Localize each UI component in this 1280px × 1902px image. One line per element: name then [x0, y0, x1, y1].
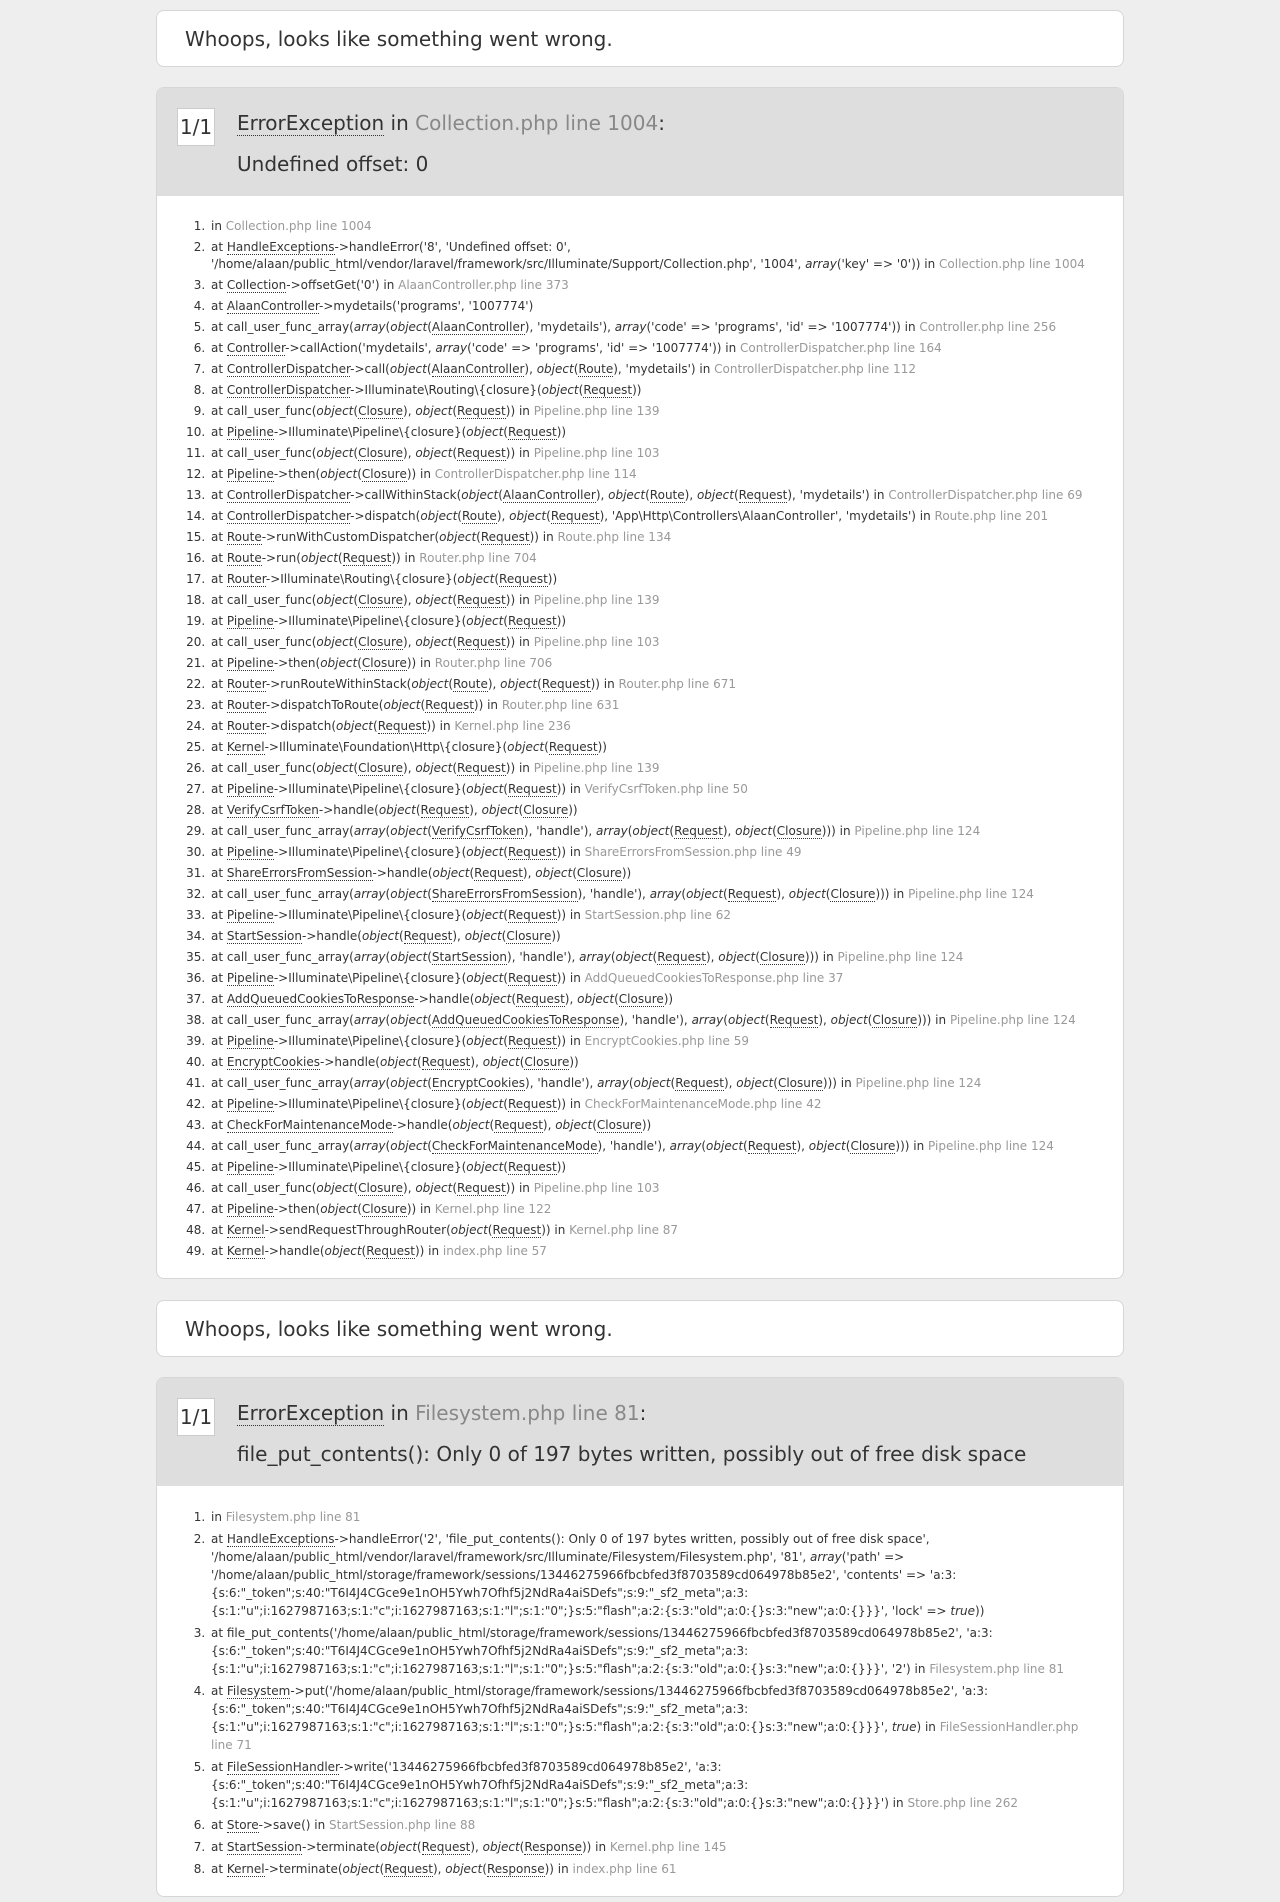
- class-name-abbr: Pipeline: [226, 656, 274, 670]
- class-name-abbr: Closure: [361, 656, 407, 670]
- stack-frame: 17. at Router->Illuminate\Routing\{closure}(object(Request)): [209, 569, 1099, 590]
- stack-frame: 7. at ControllerDispatcher->call(object(AlaanController), object(Route), 'mydetails') in ControllerDispatcher.php line 112: [209, 359, 1099, 380]
- class-name-abbr: Pipeline: [226, 782, 274, 796]
- class-name-abbr: CheckForMaintenanceMode: [226, 1118, 393, 1132]
- class-name-abbr: Closure: [358, 446, 404, 460]
- stack-frame: 31. at ShareErrorsFromSession->handle(object(Request), object(Closure)): [209, 863, 1099, 884]
- stack-frame: 45. at Pipeline->Illuminate\Pipeline\{closure}(object(Request)): [209, 1157, 1099, 1178]
- class-name-abbr: Route: [453, 677, 488, 691]
- class-name-abbr: Request: [507, 908, 557, 922]
- class-name-abbr: EncryptCookies: [431, 1076, 526, 1090]
- stack-trace-list: [181, 216, 1099, 1262]
- class-name-abbr: Closure: [506, 929, 552, 943]
- class-name-abbr: Request: [403, 929, 453, 943]
- title-colon: :: [658, 111, 665, 135]
- class-name-abbr: Response: [486, 1862, 545, 1876]
- class-name-abbr: Closure: [872, 1013, 918, 1027]
- class-name-abbr: Closure: [358, 593, 404, 607]
- stack-frame: 2. at HandleExceptions->handleError('2', 'file_put_contents(): Only 0 of 197 bytes written, possibly out of free disk space', '/home/alaan/public_html/vendor/laravel/framework/src/Illuminate/Filesystem/Filesystem.php', '81', array('path' => '/home/alaan/public_html/storage/framework/sessions/13446275966fbcbfed3f8703589cd064978b85e2', 'contents' => 'a:3: {s:6:"_token";s:40:"T6I4J4CGce9e1nOH5Ywh7Ofhf5j2NdRa4aiSDefs";s:9:"_sf2_meta";a:3: {s:1:"u";i:1627987163;s:1:"c";i:1627987163;s:1:"l";s:1:"0";}s:5:"flash";a:2:{s:3:"old";a:0:{}s:3:"new";a:0:{}}}', 'lock' => true)): [209, 1528, 1099, 1622]
- stack-frame: 28. at VerifyCsrfToken->handle(object(Request), object(Closure)): [209, 800, 1099, 821]
- class-name-abbr: Closure: [358, 761, 404, 775]
- class-name-abbr: Pipeline: [226, 1160, 274, 1174]
- stack-frame: 4. at AlaanController->mydetails('programs', '1007774'): [209, 296, 1099, 317]
- frame-location: CheckForMaintenanceMode.php line 42: [584, 1097, 822, 1111]
- stack-frame: 29. at call_user_func_array(array(object(VerifyCsrfToken), 'handle'), array(object(Request), object(Closure))) in Pipeline.php line 124: [209, 821, 1099, 842]
- frame-location: Pipeline.php line 124: [854, 824, 981, 838]
- class-name-abbr: Request: [507, 425, 557, 439]
- class-name-abbr: Request: [492, 1223, 542, 1237]
- class-name-abbr: StartSession: [431, 950, 508, 964]
- stack-frame: 14. at ControllerDispatcher->dispatch(object(Route), object(Request), 'App\Http\Controllers\AlaanController', 'mydetails') in Route.php line 201: [209, 506, 1099, 527]
- class-name-abbr: Closure: [524, 1055, 570, 1069]
- class-name-abbr: ControllerDispatcher: [226, 509, 351, 523]
- class-name-abbr: Request: [494, 1118, 543, 1132]
- class-name-abbr: Pipeline: [226, 1034, 274, 1048]
- class-name-abbr: Closure: [776, 824, 822, 838]
- class-name-abbr: Pipeline: [226, 467, 274, 481]
- stack-frame: 27. at Pipeline->Illuminate\Pipeline\{closure}(object(Request)) in VerifyCsrfToken.php line 50: [209, 779, 1099, 800]
- class-name-abbr: Closure: [523, 803, 569, 817]
- page-wrapper: [156, 0, 1124, 1897]
- class-name-abbr: Closure: [358, 404, 404, 418]
- exception-panel: [156, 1377, 1124, 1897]
- stack-frame: 8. at Kernel->terminate(object(Request), object(Response)) in index.php line 61: [209, 1858, 1099, 1880]
- in-word: in: [390, 1401, 409, 1425]
- class-name-abbr: Collection: [226, 278, 287, 292]
- exception-title: [237, 1398, 1123, 1428]
- class-name-abbr: AlaanController: [431, 320, 525, 334]
- class-name-abbr: FileSessionHandler: [226, 1760, 340, 1774]
- class-name-abbr: Closure: [361, 467, 407, 481]
- stack-frame: 3. at file_put_contents('/home/alaan/public_html/storage/framework/sessions/13446275966fbcbfed3f8703589cd064978b85e2', 'a:3: {s:6:"_token";s:40:"T6I4J4CGce9e1nOH5Ywh7Ofhf5j2NdRa4aiSDefs";s:9:"_sf2_meta";a:3: {s:1:"u";i:1627987163;s:1:"c";i:1627987163;s:1:"l";s:1:"0";}s:5:"flash";a:2:{s:3:"old";a:0:{}s:3:"new";a:0:{}}}', '2') in Filesystem.php line 81: [209, 1622, 1099, 1680]
- frame-location: Collection.php line 1004: [939, 257, 1085, 271]
- class-name-abbr: Request: [366, 1244, 415, 1258]
- class-name-abbr: Closure: [596, 1118, 642, 1132]
- stack-frame: 11. at call_user_func(object(Closure), object(Request)) in Pipeline.php line 103: [209, 443, 1099, 464]
- stack-frame: 5. at call_user_func_array(array(object(AlaanController), 'mydetails'), array('code' => 'programs', 'id' => '1007774')) in Controller.php line 256: [209, 317, 1099, 338]
- class-name-abbr: ControllerDispatcher: [226, 383, 351, 397]
- class-name-abbr: AddQueuedCookiesToResponse: [431, 1013, 620, 1027]
- exception-header: [157, 1378, 1123, 1486]
- frame-location: VerifyCsrfToken.php line 50: [584, 782, 748, 796]
- class-name-abbr: VerifyCsrfToken: [226, 803, 319, 817]
- class-name-abbr: Request: [342, 551, 392, 565]
- class-name-abbr: Request: [674, 824, 723, 838]
- frame-location: EncryptCookies.php line 59: [584, 1034, 749, 1048]
- frame-location: Pipeline.php line 124: [928, 1139, 1054, 1153]
- class-name-abbr: AlaanController: [226, 299, 319, 313]
- class-name-abbr: Closure: [361, 1202, 407, 1216]
- stack-frame: 40. at EncryptCookies->handle(object(Request), object(Closure)): [209, 1052, 1099, 1073]
- class-name-abbr: Pipeline: [226, 845, 274, 859]
- exception-location: Collection.php line 1004: [415, 111, 659, 135]
- class-name-abbr: Request: [507, 1160, 557, 1174]
- frame-location: Pipeline.php line 139: [533, 404, 660, 418]
- class-name-abbr: Request: [457, 446, 506, 460]
- frame-location: StartSession.php line 88: [329, 1818, 476, 1832]
- stack-frame: 3. at Collection->offsetGet('0') in AlaanController.php line 373: [209, 275, 1099, 296]
- class-name-abbr: StartSession: [226, 1840, 302, 1854]
- class-name-abbr: Closure: [576, 866, 622, 880]
- frame-location: ControllerDispatcher.php line 112: [714, 362, 916, 376]
- class-name-abbr: Router: [226, 677, 266, 691]
- stack-frame: 24. at Router->dispatch(object(Request)) in Kernel.php line 236: [209, 716, 1099, 737]
- class-name-abbr: Pipeline: [226, 425, 274, 439]
- title-colon: :: [639, 1401, 647, 1425]
- class-name-abbr: Closure: [358, 635, 404, 649]
- class-name-abbr: Route: [226, 551, 262, 565]
- stack-frame: 48. at Kernel->sendRequestThroughRouter(object(Request)) in Kernel.php line 87: [209, 1220, 1099, 1241]
- frame-location: Router.php line 631: [501, 698, 620, 712]
- frame-location: StartSession.php line 62: [584, 908, 731, 922]
- frame-location: Filesystem.php line 81: [225, 1510, 361, 1524]
- stack-frame: 19. at Pipeline->Illuminate\Pipeline\{closure}(object(Request)): [209, 611, 1099, 632]
- frame-location: FileSessionHandler.php line 71: [211, 1720, 1079, 1752]
- class-name-abbr: Closure: [358, 1181, 404, 1195]
- stack-frame: 39. at Pipeline->Illuminate\Pipeline\{closure}(object(Request)) in EncryptCookies.php line 59: [209, 1031, 1099, 1052]
- class-name-abbr: Request: [457, 593, 506, 607]
- stack-frame: 10. at Pipeline->Illuminate\Pipeline\{closure}(object(Request)): [209, 422, 1099, 443]
- stack-frame: 30. at Pipeline->Illuminate\Pipeline\{closure}(object(Request)) in ShareErrorsFromSession.php line 49: [209, 842, 1099, 863]
- class-name-abbr: Router: [226, 698, 266, 712]
- stack-frame: 4. at Filesystem->put('/home/alaan/public_html/storage/framework/sessions/13446275966fbcbfed3f8703589cd064978b85e2', 'a:3: {s:6:"_token";s:40:"T6I4J4CGce9e1nOH5Ywh7Ofhf5j2NdRa4aiSDefs";s:9:"_sf2_meta";a:3: {s:1:"u";i:1627987163;s:1:"c";i:1627987163;s:1:"l";s:1:"0";}s:5:"flash";a:2:{s:3:"old";a:0:{}s:3:"new";a:0:{}}}', true) in FileSessionHandler.php line 71: [209, 1680, 1099, 1756]
- stack-frame: 5. at FileSessionHandler->write('13446275966fbcbfed3f8703589cd064978b85e2', 'a:3: {s:6:"_token";s:40:"T6I4J4CGce9e1nOH5Ywh7Ofhf5j2NdRa4aiSDefs";s:9:"_sf2_meta";a:3: {s:1:"u";i:1627987163;s:1:"c";i:1627987163;s:1:"l";s:1:"0";}s:5:"flash";a:2:{s:3:"old";a:0:{}s:3:"new";a:0:{}}}') in Store.php line 262: [209, 1756, 1099, 1814]
- class-name-abbr: Pipeline: [226, 1202, 274, 1216]
- class-name-abbr: Request: [657, 950, 706, 964]
- frame-location: Router.php line 671: [618, 677, 737, 691]
- frame-location: Pipeline.php line 139: [533, 593, 660, 607]
- stack-trace: [157, 196, 1123, 1278]
- stack-frame: 44. at call_user_func_array(array(object(CheckForMaintenanceMode), 'handle'), array(object(Request), object(Closure))) in Pipeline.php line 124: [209, 1136, 1099, 1157]
- frame-location: Route.php line 201: [934, 509, 1049, 523]
- class-name-abbr: Route: [649, 488, 685, 502]
- stack-frame: 22. at Router->runRouteWithinStack(object(Route), object(Request)) in Router.php line 671: [209, 674, 1099, 695]
- frame-location: Pipeline.php line 139: [533, 761, 660, 775]
- whoops-text: Whoops, looks like something went wrong.: [185, 1316, 613, 1341]
- stack-trace-list: [181, 1506, 1099, 1880]
- class-name-abbr: Request: [541, 677, 591, 691]
- class-name-abbr: Route: [226, 530, 262, 544]
- class-name-abbr: Request: [457, 761, 506, 775]
- exception-counter: 1/1: [177, 1398, 215, 1436]
- stack-frame: 18. at call_user_func(object(Closure), object(Request)) in Pipeline.php line 139: [209, 590, 1099, 611]
- stack-frame: 42. at Pipeline->Illuminate\Pipeline\{closure}(object(Request)) in CheckForMaintenanceMode.php line 42: [209, 1094, 1099, 1115]
- exception-counter: 1/1: [177, 108, 215, 146]
- class-name-abbr: HandleExceptions: [226, 240, 335, 254]
- frame-location: Store.php line 262: [907, 1796, 1019, 1810]
- class-name-abbr: Request: [425, 698, 474, 712]
- class-name-abbr: Response: [524, 1840, 582, 1854]
- stack-frame: 21. at Pipeline->then(object(Closure)) in Router.php line 706: [209, 653, 1099, 674]
- stack-frame: 41. at call_user_func_array(array(object(EncryptCookies), 'handle'), array(object(Request), object(Closure))) in Pipeline.php line 124: [209, 1073, 1099, 1094]
- exception-panel: [156, 87, 1124, 1279]
- stack-frame: 7. at StartSession->terminate(object(Request), object(Response)) in Kernel.php line 145: [209, 1836, 1099, 1858]
- frame-location: ControllerDispatcher.php line 164: [740, 341, 942, 355]
- class-name-abbr: Closure: [850, 1139, 896, 1153]
- frame-location: Pipeline.php line 103: [533, 446, 660, 460]
- frame-location: Controller.php line 256: [919, 320, 1057, 334]
- stack-frame: 8. at ControllerDispatcher->Illuminate\Routing\{closure}(object(Request)): [209, 380, 1099, 401]
- class-name-abbr: Request: [421, 1055, 471, 1069]
- class-name-abbr: Request: [548, 740, 598, 754]
- frame-location: AddQueuedCookiesToResponse.php line 37: [584, 971, 844, 985]
- exception-title: [237, 108, 1123, 138]
- class-name-abbr: Request: [507, 845, 557, 859]
- stack-frame: 9. at call_user_func(object(Closure), object(Request)) in Pipeline.php line 139: [209, 401, 1099, 422]
- class-name-abbr: Request: [474, 866, 523, 880]
- class-name-abbr: ShareErrorsFromSession: [431, 887, 578, 901]
- stack-frame: 2. at HandleExceptions->handleError('8', 'Undefined offset: 0', '/home/alaan/public_html/vendor/laravel/framework/src/Illuminate/Support/Collection.php', '1004', array('key' => '0')) in Collection.php line 1004: [209, 237, 1099, 275]
- class-name-abbr: VerifyCsrfToken: [431, 824, 524, 838]
- class-name-abbr: StartSession: [226, 929, 302, 943]
- stack-frame: 26. at call_user_func(object(Closure), object(Request)) in Pipeline.php line 139: [209, 758, 1099, 779]
- frame-location: Kernel.php line 145: [609, 1840, 727, 1854]
- class-name-abbr: Request: [507, 782, 557, 796]
- class-name-abbr: Kernel: [226, 1862, 265, 1876]
- stack-frame: 34. at StartSession->handle(object(Request), object(Closure)): [209, 926, 1099, 947]
- frame-location: Pipeline.php line 124: [837, 950, 964, 964]
- frame-location: Kernel.php line 236: [454, 719, 571, 733]
- stack-frame: 23. at Router->dispatchToRoute(object(Request)) in Router.php line 631: [209, 695, 1099, 716]
- class-name-abbr: CheckForMaintenanceMode: [431, 1139, 598, 1153]
- class-name-abbr: Controller: [226, 341, 286, 355]
- class-name-abbr: Request: [769, 1013, 819, 1027]
- stack-frame: 15. at Route->runWithCustomDispatcher(object(Request)) in Route.php line 134: [209, 527, 1099, 548]
- class-name-abbr: Request: [738, 488, 788, 502]
- class-name-abbr: Request: [377, 719, 427, 733]
- frame-location: Pipeline.php line 124: [949, 1013, 1076, 1027]
- class-name-abbr: Request: [507, 1097, 557, 1111]
- stack-frame: 32. at call_user_func_array(array(object(ShareErrorsFromSession), 'handle'), array(object(Request), object(Closure))) in Pipeline.php line 124: [209, 884, 1099, 905]
- class-name-abbr: Closure: [830, 887, 876, 901]
- class-name-abbr: Kernel: [226, 1223, 265, 1237]
- stack-frame: 25. at Kernel->Illuminate\Foundation\Http\{closure}(object(Request)): [209, 737, 1099, 758]
- frame-location: Pipeline.php line 103: [533, 635, 660, 649]
- frame-location: ShareErrorsFromSession.php line 49: [584, 845, 802, 859]
- frame-location: Pipeline.php line 103: [533, 1181, 660, 1195]
- class-name-abbr: Pipeline: [226, 971, 274, 985]
- class-name-abbr: Router: [226, 572, 266, 586]
- class-name-abbr: AddQueuedCookiesToResponse: [226, 992, 415, 1006]
- class-name-abbr: Route: [578, 362, 614, 376]
- frame-location: Kernel.php line 122: [434, 1202, 552, 1216]
- whoops-text: Whoops, looks like something went wrong.: [185, 26, 613, 51]
- frame-location: Pipeline.php line 124: [908, 887, 1034, 901]
- class-name-abbr: AlaanController: [502, 488, 596, 502]
- class-name-abbr: Router: [226, 719, 266, 733]
- class-name-abbr: Request: [499, 572, 548, 586]
- class-name-abbr: Filesystem: [226, 1684, 291, 1698]
- class-name-abbr: Request: [384, 1862, 433, 1876]
- frame-location: index.php line 61: [572, 1862, 677, 1876]
- class-name-abbr: Request: [516, 992, 565, 1006]
- class-name-abbr: Closure: [759, 950, 805, 964]
- stack-frame: 33. at Pipeline->Illuminate\Pipeline\{closure}(object(Request)) in StartSession.php line 62: [209, 905, 1099, 926]
- class-name-abbr: Request: [747, 1139, 797, 1153]
- frame-location: Route.php line 134: [557, 530, 672, 544]
- frame-location: Kernel.php line 87: [569, 1223, 679, 1237]
- class-name-abbr: Route: [461, 509, 497, 523]
- stack-frame: 20. at call_user_func(object(Closure), object(Request)) in Pipeline.php line 103: [209, 632, 1099, 653]
- frame-location: index.php line 57: [442, 1244, 547, 1258]
- class-name-abbr: HandleExceptions: [226, 1532, 335, 1546]
- stack-frame: 36. at Pipeline->Illuminate\Pipeline\{closure}(object(Request)) in AddQueuedCookiesToResponse.php line 37: [209, 968, 1099, 989]
- class-name-abbr: Request: [675, 1076, 724, 1090]
- whoops-banner: [156, 1300, 1124, 1357]
- frame-location: Collection.php line 1004: [225, 219, 372, 233]
- class-name-abbr: EncryptCookies: [226, 1055, 320, 1069]
- frame-location: ControllerDispatcher.php line 69: [888, 488, 1083, 502]
- class-name-abbr: Request: [550, 509, 600, 523]
- stack-frame: 13. at ControllerDispatcher->callWithinStack(object(AlaanController), object(Route), object(Request), 'mydetails') in ControllerDispatcher.php line 69: [209, 485, 1099, 506]
- class-name-abbr: Request: [457, 404, 506, 418]
- class-name-abbr: Request: [507, 614, 557, 628]
- exception-message: file_put_contents(): Only 0 of 197 bytes written, possibly out of free disk space: [237, 1442, 1027, 1466]
- class-name-abbr: Request: [583, 383, 633, 397]
- exception-header: [157, 88, 1123, 196]
- class-name-abbr: Request: [727, 887, 777, 901]
- class-name-abbr: ControllerDispatcher: [226, 488, 351, 502]
- stack-frame: 6. at Store->save() in StartSession.php line 88: [209, 1814, 1099, 1836]
- frame-location: Pipeline.php line 124: [855, 1076, 982, 1090]
- class-name-abbr: Pipeline: [226, 614, 274, 628]
- exception-type: ErrorException: [237, 1401, 385, 1425]
- in-word: in: [390, 111, 409, 135]
- class-name-abbr: Pipeline: [226, 1097, 274, 1111]
- class-name-abbr: Request: [421, 1840, 471, 1854]
- class-name-abbr: Request: [507, 1034, 557, 1048]
- class-name-abbr: ControllerDispatcher: [226, 362, 351, 376]
- class-name-abbr: Request: [507, 971, 557, 985]
- stack-frame: 12. at Pipeline->then(object(Closure)) in ControllerDispatcher.php line 114: [209, 464, 1099, 485]
- frame-location: AlaanController.php line 373: [398, 278, 569, 292]
- stack-frame: 43. at CheckForMaintenanceMode->handle(object(Request), object(Closure)): [209, 1115, 1099, 1136]
- stack-frame: 1. in Collection.php line 1004: [209, 216, 1099, 237]
- class-name-abbr: Closure: [618, 992, 664, 1006]
- class-name-abbr: ShareErrorsFromSession: [226, 866, 373, 880]
- stack-frame: 6. at Controller->callAction('mydetails', array('code' => 'programs', 'id' => '1007774')) in ControllerDispatcher.php line 164: [209, 338, 1099, 359]
- class-name-abbr: Request: [480, 530, 530, 544]
- frame-location: ControllerDispatcher.php line 114: [434, 467, 637, 481]
- class-name-abbr: Kernel: [226, 1244, 265, 1258]
- stack-frame: 16. at Route->run(object(Request)) in Router.php line 704: [209, 548, 1099, 569]
- exception-location: Filesystem.php line 81: [415, 1401, 640, 1425]
- stack-frame: 1. in Filesystem.php line 81: [209, 1506, 1099, 1528]
- class-name-abbr: Pipeline: [226, 908, 274, 922]
- frame-location: Filesystem.php line 81: [929, 1662, 1064, 1676]
- stack-frame: 47. at Pipeline->then(object(Closure)) in Kernel.php line 122: [209, 1199, 1099, 1220]
- class-name-abbr: Request: [457, 635, 506, 649]
- class-name-abbr: Kernel: [226, 740, 265, 754]
- class-name-abbr: Store: [226, 1818, 259, 1832]
- class-name-abbr: Request: [420, 803, 470, 817]
- exception-type: ErrorException: [237, 111, 385, 135]
- stack-frame: 37. at AddQueuedCookiesToResponse->handle(object(Request), object(Closure)): [209, 989, 1099, 1010]
- frame-location: Router.php line 706: [434, 656, 553, 670]
- class-name-abbr: Closure: [777, 1076, 823, 1090]
- whoops-banner: [156, 10, 1124, 67]
- frame-location: Router.php line 704: [419, 551, 537, 565]
- stack-frame: 35. at call_user_func_array(array(object(StartSession), 'handle'), array(object(Request), object(Closure))) in Pipeline.php line 124: [209, 947, 1099, 968]
- stack-frame: 49. at Kernel->handle(object(Request)) in index.php line 57: [209, 1241, 1099, 1262]
- stack-frame: 38. at call_user_func_array(array(object(AddQueuedCookiesToResponse), 'handle'), array(object(Request), object(Closure))) in Pipeline.php line 124: [209, 1010, 1099, 1031]
- stack-frame: 46. at call_user_func(object(Closure), object(Request)) in Pipeline.php line 103: [209, 1178, 1099, 1199]
- class-name-abbr: Request: [457, 1181, 506, 1195]
- class-name-abbr: AlaanController: [431, 362, 525, 376]
- exception-message: Undefined offset: 0: [237, 152, 429, 176]
- stack-trace: [157, 1486, 1123, 1896]
